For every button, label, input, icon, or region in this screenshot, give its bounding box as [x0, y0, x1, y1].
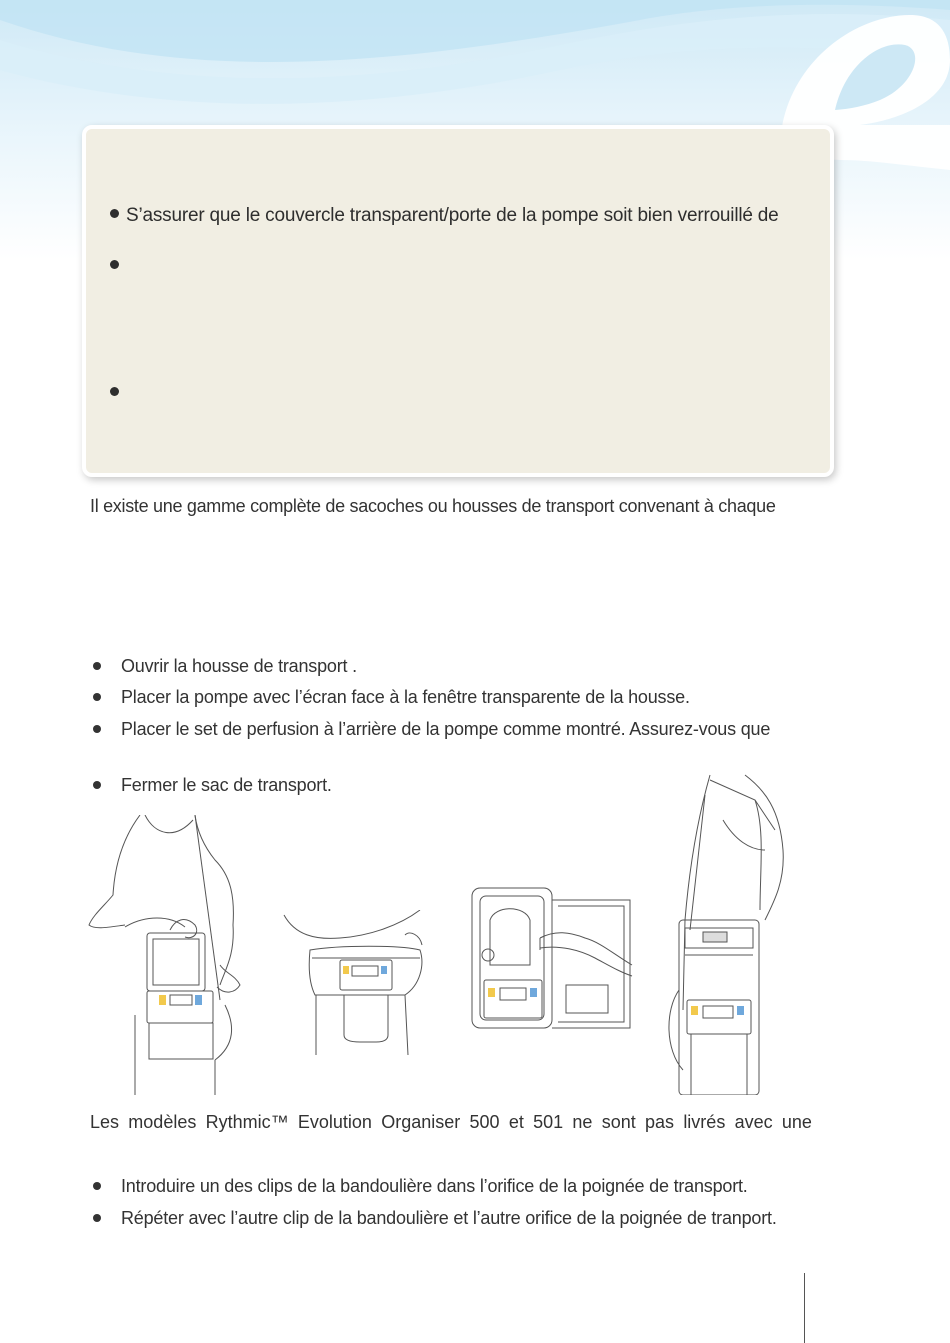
note-bullet-1: [110, 205, 779, 227]
word: livrés: [683, 1112, 726, 1132]
bullet-dot: [110, 260, 119, 269]
page-divider: [804, 1273, 805, 1343]
bullet-dot: [93, 662, 101, 670]
word: ne: [572, 1112, 593, 1132]
person-holding-open-pouch-illustration: [85, 815, 255, 1095]
word: sont: [601, 1112, 636, 1132]
word: Evolution: [297, 1112, 372, 1132]
step-text: Placer la pompe avec l’écran face à la fenêtre transparente de la housse.: [121, 687, 690, 707]
note-bullet-1-text: S’assurer que le couvercle transparent/porte de la pompe soit bien verrouillé de: [126, 205, 779, 226]
bullet-dot: [110, 387, 119, 396]
intro-paragraph: Il existe une gamme complète de sacoches ou housses de transport convenant à chaque: [90, 496, 776, 516]
open-case-with-pump-illustration: [470, 880, 635, 1035]
bullet-dot: [93, 1182, 101, 1190]
word: modèles: [128, 1112, 197, 1132]
word: 501: [533, 1112, 564, 1132]
word: une: [781, 1112, 812, 1132]
word: Organiser: [381, 1112, 461, 1132]
note-bullet-3: [110, 383, 126, 405]
bullet-dot: [93, 693, 101, 701]
word: et: [508, 1112, 524, 1132]
step-text: Ouvrir la housse de transport .: [121, 656, 357, 676]
pump-in-waist-belt-illustration: [280, 910, 430, 1060]
note-bullet-2: [110, 256, 126, 278]
word: avec: [734, 1112, 773, 1132]
word: 500: [469, 1112, 500, 1132]
bullet-dot: [93, 725, 101, 733]
step-text: Placer le set de perfusion à l’arrière de la pompe comme montré. Assurez-vous que: [121, 719, 771, 739]
word: Rythmic™: [205, 1112, 289, 1132]
organiser-paragraph: [90, 1111, 812, 1133]
person-wearing-shoulder-bag-illustration: [665, 770, 795, 1095]
word: Les: [90, 1112, 120, 1132]
word: pas: [645, 1112, 675, 1132]
strap-step-text: Répéter avec l’autre clip de la bandoulière et l’autre orifice de la poignée de tranport.: [121, 1208, 777, 1228]
note-box: [82, 125, 834, 477]
bullet-dot: [110, 209, 119, 218]
step-text: Fermer le sac de transport.: [121, 775, 332, 795]
bullet-dot: [93, 781, 101, 789]
strap-step-text: Introduire un des clips de la bandoulière dans l’orifice de la poignée de transport.: [121, 1176, 748, 1196]
bullet-dot: [93, 1214, 101, 1222]
